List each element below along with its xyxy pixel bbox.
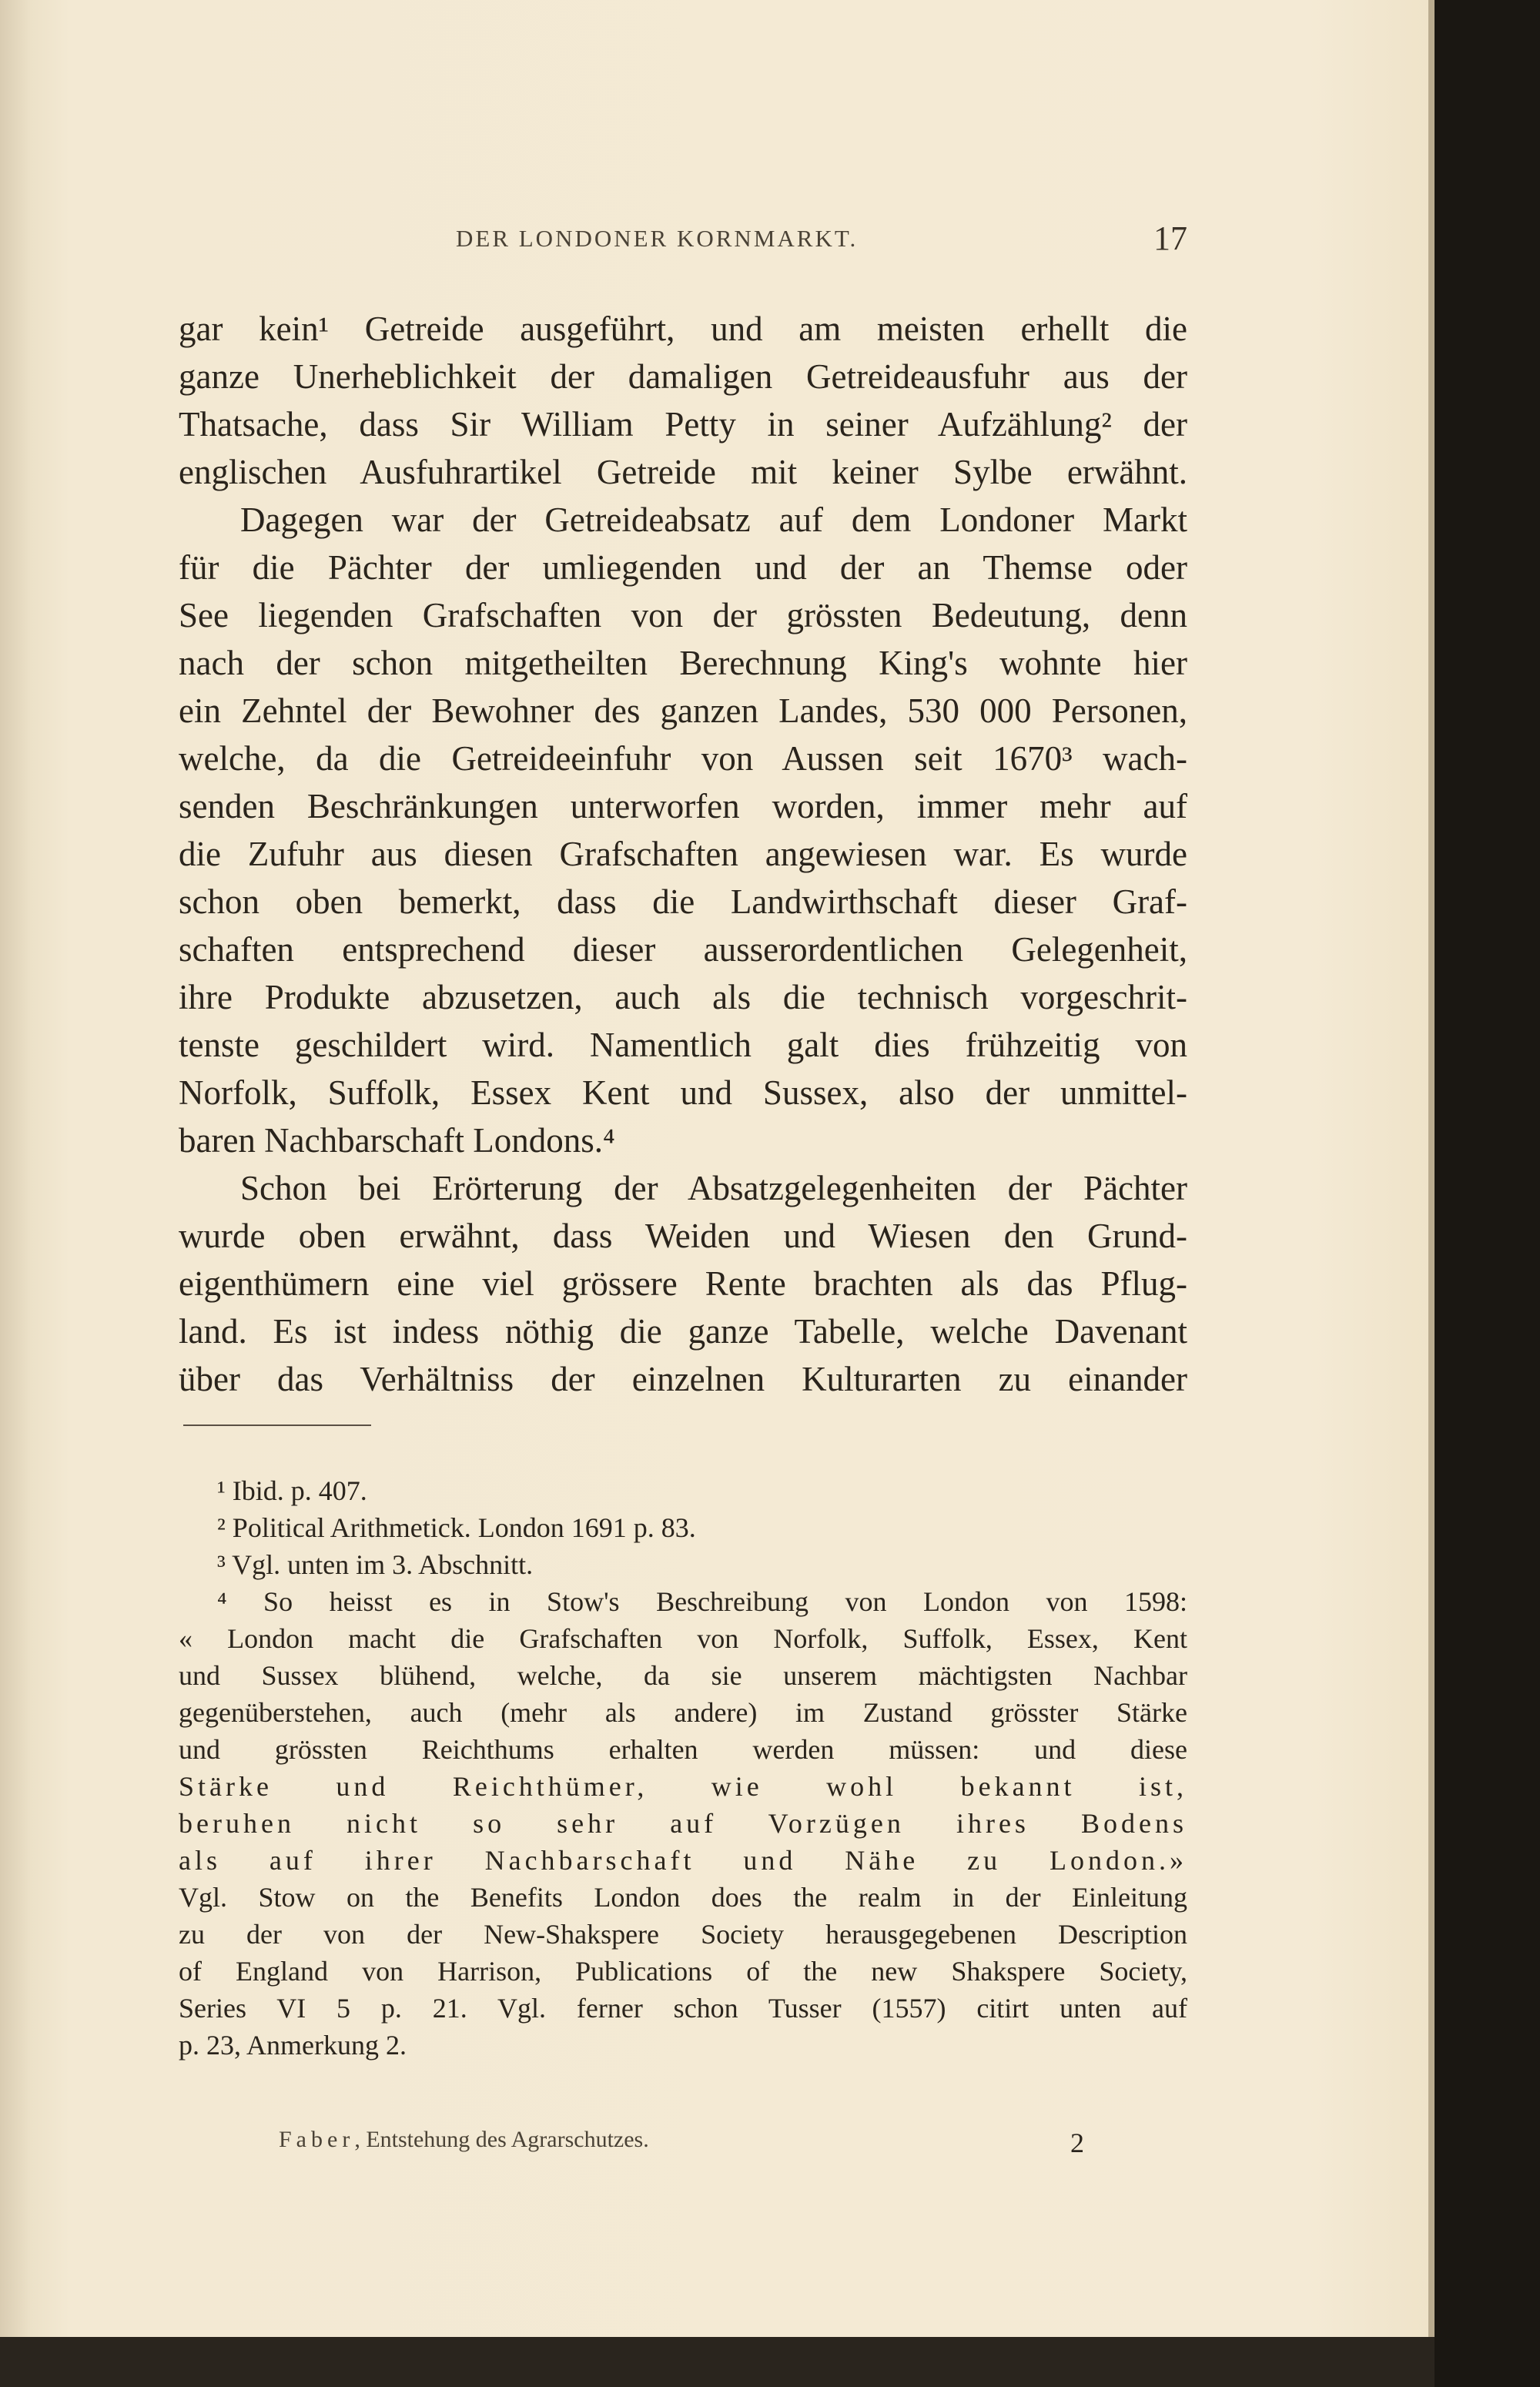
footnote-line: und grössten Reichthums erhalten werden müssen: und diese — [179, 1734, 1187, 1765]
body-line: eigenthümern eine viel grössere Rente brachten als das Pflug- — [179, 1264, 1187, 1303]
signature-mark: 2 — [1070, 2128, 1084, 2158]
body-line: schon oben bemerkt, dass die Landwirthschaft dieser Graf- — [179, 882, 1187, 921]
body-line: Dagegen war der Getreideabsatz auf dem Londoner Markt — [240, 500, 1187, 539]
page-footer — [179, 2127, 1187, 2165]
footnotes — [179, 1472, 1187, 2064]
footer-signature — [279, 2127, 649, 2153]
footnote-line: Series VI 5 p. 21. Vgl. ferner schon Tusser (1557) citirt unten auf — [179, 1993, 1187, 2024]
footnote-line: als auf ihrer Nachbarschaft und Nähe zu London.» — [179, 1845, 1187, 1876]
footnote-line: « London macht die Grafschaften von Norfolk, Suffolk, Essex, Kent — [179, 1623, 1187, 1654]
body-line: die Zufuhr aus diesen Grafschaften angewiesen war. Es wurde — [179, 835, 1187, 873]
page-number: 17 — [1153, 219, 1187, 257]
footnote-line: ⁴ So heisst es in Stow's Beschreibung von London von 1598: — [217, 1586, 1187, 1617]
running-head — [179, 219, 1187, 263]
body-line: tenste geschildert wird. Namentlich galt dies frühzeitig von — [179, 1026, 1187, 1064]
body-line: land. Es ist indess nöthig die ganze Tabelle, welche Davenant — [179, 1312, 1187, 1351]
body-line: ganze Unerheblichkeit der damaligen Getreideausfuhr aus der — [179, 357, 1187, 396]
body-line: Schon bei Erörterung der Absatzgelegenheiten der Pächter — [240, 1169, 1187, 1207]
footnote-divider — [183, 1424, 371, 1426]
footnote-line: ² Political Arithmetick. London 1691 p. 83. — [217, 1512, 696, 1543]
footer-title: , Entstehung des Agrarschutzes. — [354, 2127, 649, 2152]
body-line: ihre Produkte abzusetzen, auch als die technisch vorgeschrit- — [179, 978, 1187, 1016]
footnote-line: zu der von der New-Shakspere Society herausgegebenen Description — [179, 1919, 1187, 1950]
body-line: nach der schon mitgetheilten Berechnung King's wohnte hier — [179, 644, 1187, 682]
body-line: Thatsache, dass Sir William Petty in seiner Aufzählung² der — [179, 405, 1187, 444]
scan-background — [0, 2337, 1435, 2387]
body-line: Norfolk, Suffolk, Essex Kent und Sussex, also der unmittel- — [179, 1073, 1187, 1112]
body-line: wurde oben erwähnt, dass Weiden und Wiesen den Grund- — [179, 1217, 1187, 1255]
body-line: ein Zehntel der Bewohner des ganzen Landes, 530 000 Personen, — [179, 691, 1187, 730]
body-line: schaften entsprechend dieser ausserordentlichen Gelegenheit, — [179, 930, 1187, 969]
footnote-line: p. 23, Anmerkung 2. — [179, 2030, 407, 2061]
page-edge — [1428, 0, 1435, 2337]
body-line: senden Beschränkungen unterworfen worden, immer mehr auf — [179, 787, 1187, 825]
body-text — [179, 305, 1187, 1403]
body-line: welche, da die Getreideeinfuhr von Aussen seit 1670³ wach- — [179, 739, 1187, 778]
footnote-line: beruhen nicht so sehr auf Vorzügen ihres Bodens — [179, 1808, 1187, 1839]
footnote-line: Stärke und Reichthümer, wie wohl bekannt ist, — [179, 1771, 1187, 1802]
footnote-line: ³ Vgl. unten im 3. Abschnitt. — [217, 1549, 534, 1580]
running-head-title: DER LONDONER KORNMARKT. — [456, 225, 859, 252]
body-line: englischen Ausfuhrartikel Getreide mit keiner Sylbe erwähnt. — [179, 453, 1187, 491]
footnote-line: und Sussex blühend, welche, da sie unserem mächtigsten Nachbar — [179, 1660, 1187, 1691]
footnote-line: of England von Harrison, Publications of the new Shakspere Society, — [179, 1956, 1187, 1987]
footnote-line: gegenüberstehen, auch (mehr als andere) im Zustand grösster Stärke — [179, 1697, 1187, 1728]
body-line: über das Verhältniss der einzelnen Kulturarten zu einander — [179, 1360, 1187, 1398]
footnote-line: Vgl. Stow on the Benefits London does the realm in der Einleitung — [179, 1882, 1187, 1913]
body-line: für die Pächter der umliegenden und der an Themse oder — [179, 548, 1187, 587]
body-line: baren Nachbarschaft Londons.⁴ — [179, 1121, 615, 1160]
footnote-line: ¹ Ibid. p. 407. — [217, 1475, 367, 1506]
body-line: See liegenden Grafschaften von der grössten Bedeutung, denn — [179, 596, 1187, 634]
body-line: gar kein¹ Getreide ausgeführt, und am meisten erhellt die — [179, 310, 1187, 348]
footer-author: Faber — [279, 2127, 355, 2152]
